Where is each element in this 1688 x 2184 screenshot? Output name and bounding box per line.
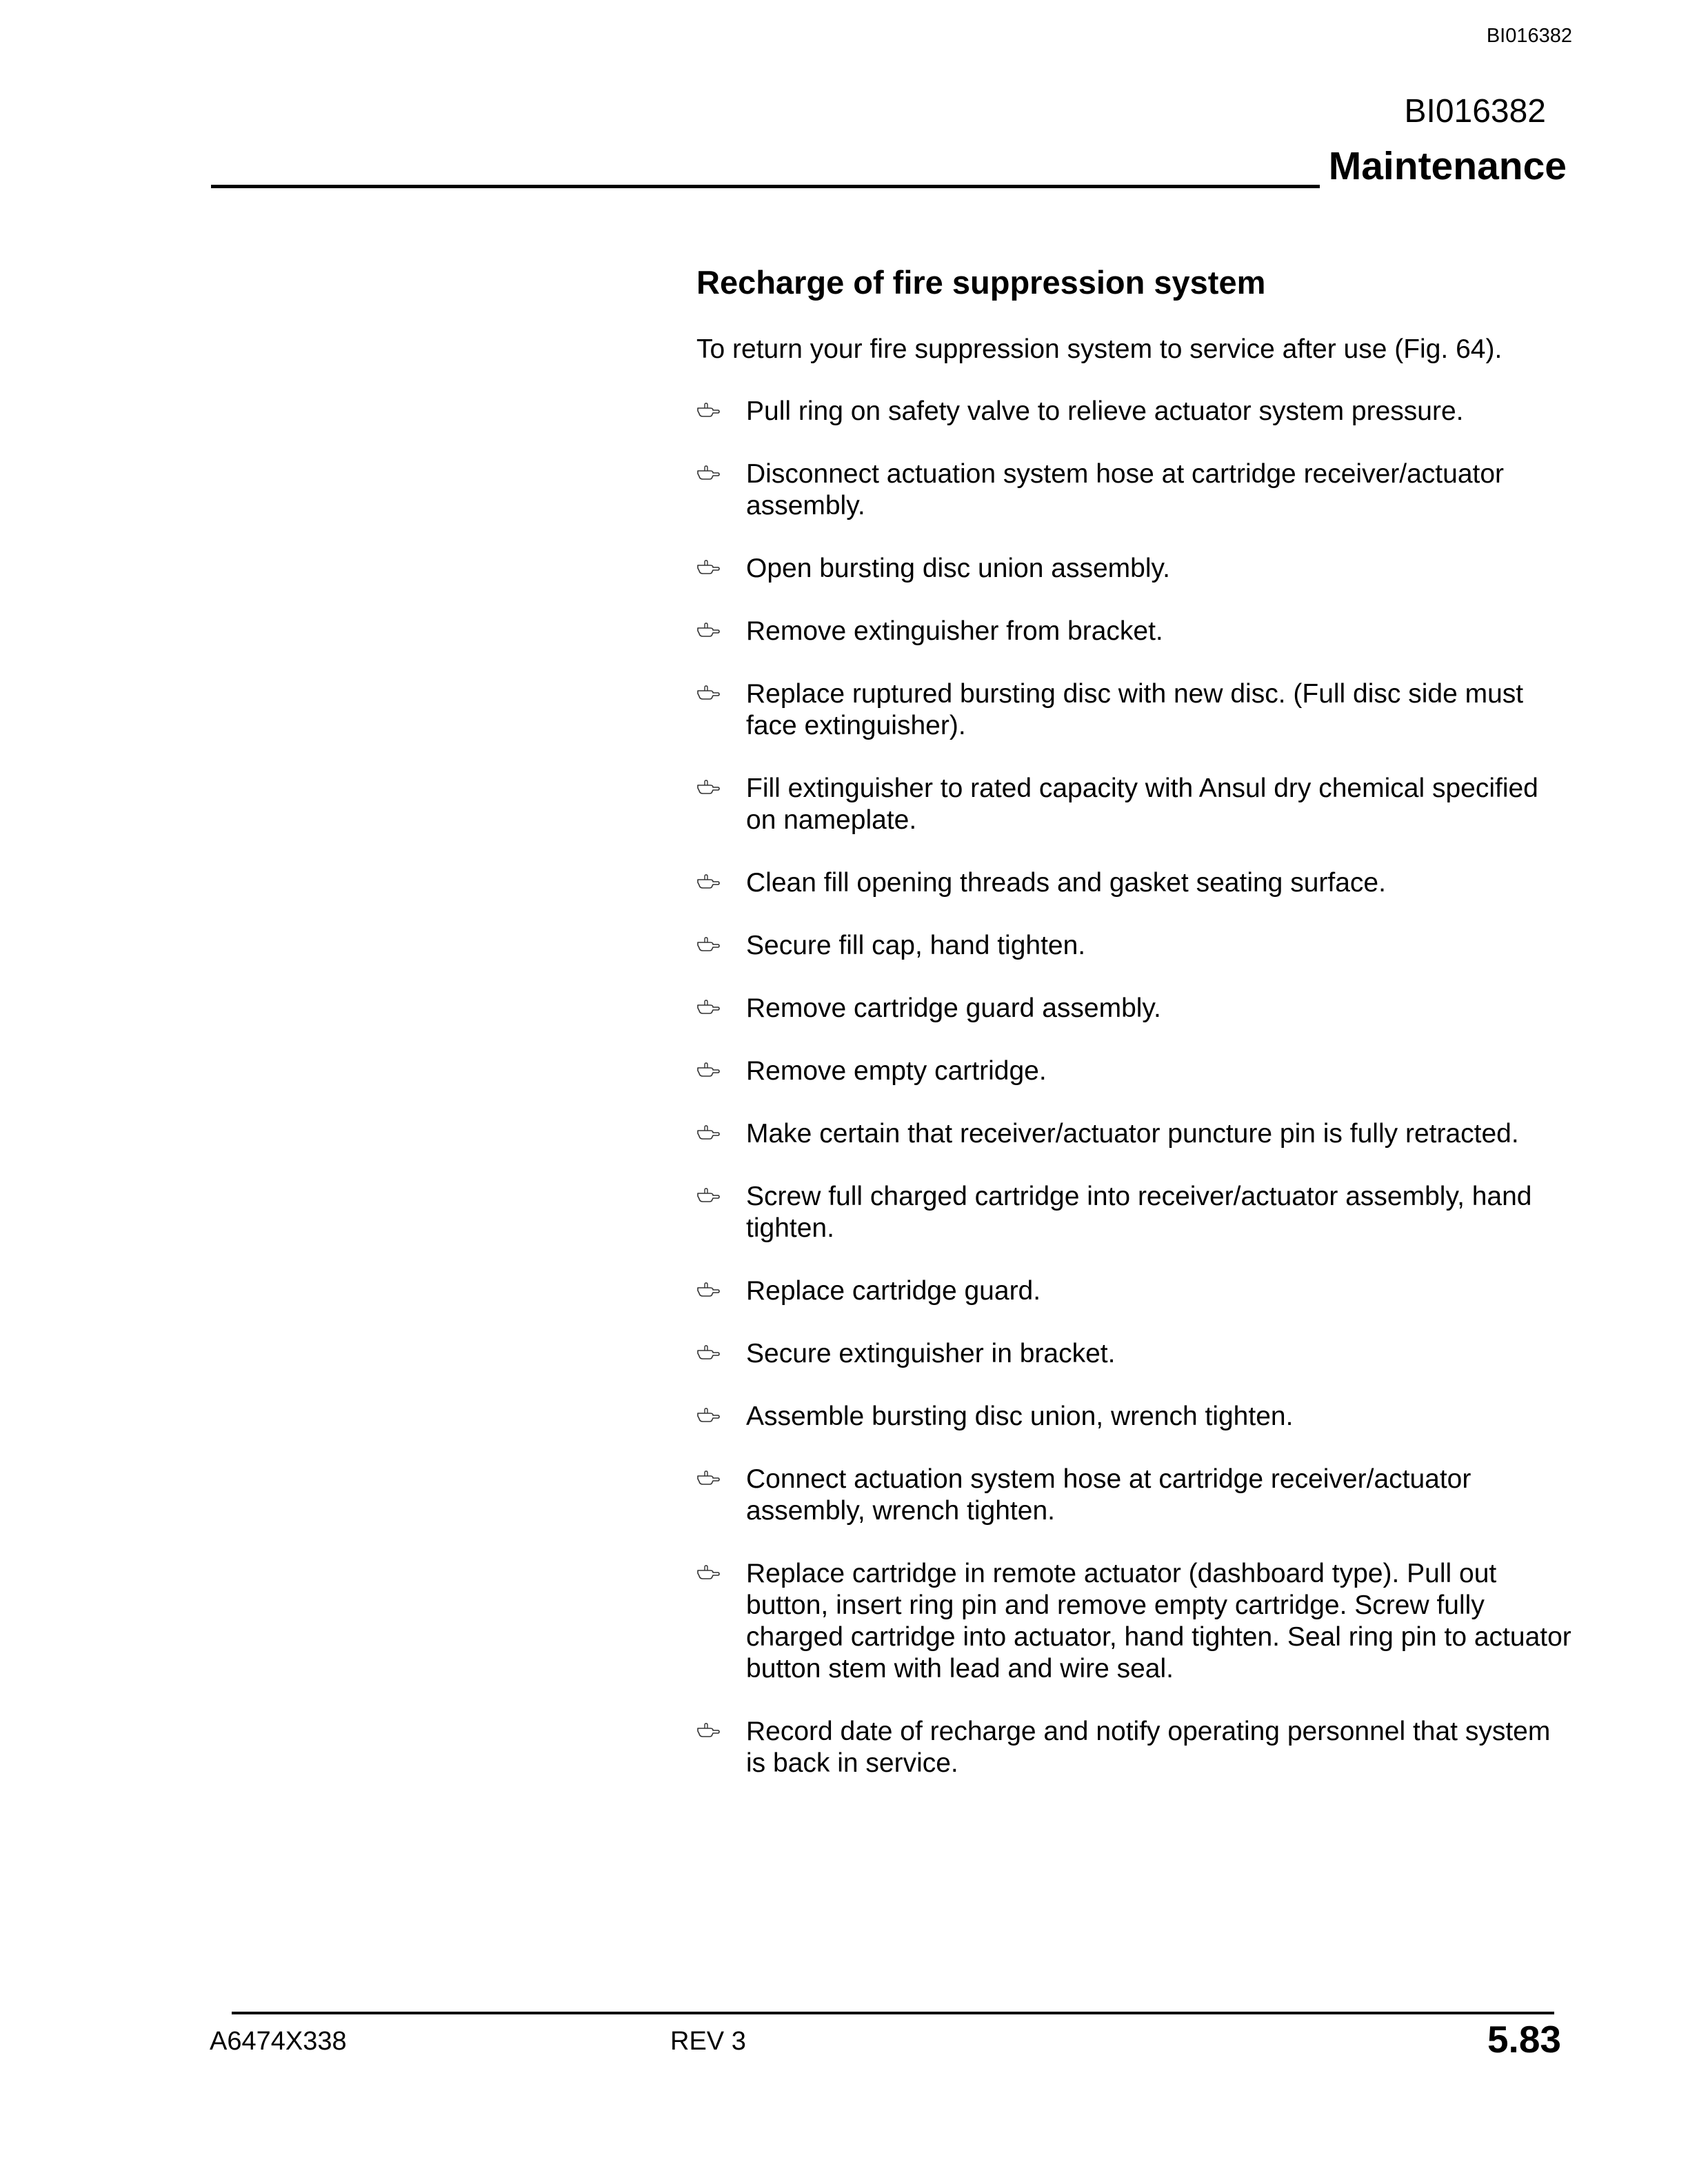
- step-text: Remove cartridge guard assembly.: [746, 993, 1161, 1023]
- step-text: Remove empty cartridge.: [746, 1056, 1047, 1086]
- step-text: Remove extinguisher from bracket.: [746, 616, 1163, 646]
- header-rule: [211, 185, 1320, 188]
- step-text: Connect actuation system hose at cartridge receiver/actuator assembly, wrench tighten.: [746, 1464, 1471, 1526]
- step-text: Record date of recharge and notify operating personnel that system is back in service.: [746, 1717, 1551, 1778]
- pointing-hand-icon: [696, 1464, 746, 1486]
- list-item: [696, 616, 1572, 647]
- list-item: [696, 1558, 1572, 1685]
- step-text: Replace cartridge in remote actuator (dashboard type). Pull out button, insert ring pin and remove empty cartridge. Screw fully charged cartridge into actuator, hand tighten. Seal ring pin to actuator button stem with lead and wire seal.: [746, 1559, 1571, 1684]
- list-item: [696, 930, 1572, 962]
- list-item: [696, 396, 1572, 427]
- page-heading: Recharge of fire suppression system: [696, 264, 1266, 301]
- pointing-hand-icon: [696, 1558, 746, 1580]
- step-text: Fill extinguisher to rated capacity with Ansul dry chemical specified on nameplate.: [746, 774, 1538, 835]
- step-text: Replace cartridge guard.: [746, 1276, 1041, 1306]
- list-item: [696, 993, 1572, 1024]
- document-id: BI016382: [1404, 93, 1546, 130]
- step-text: Clean fill opening threads and gasket seating surface.: [746, 868, 1386, 898]
- pointing-hand-icon: [696, 678, 746, 700]
- pointing-hand-icon: [696, 1401, 746, 1423]
- pointing-hand-icon: [696, 867, 746, 889]
- step-text: Secure extinguisher in bracket.: [746, 1339, 1116, 1368]
- section-title: Maintenance: [1328, 144, 1567, 188]
- intro-paragraph: To return your fire suppression system to service after use (Fig. 64).: [696, 334, 1503, 364]
- footer-rule: [232, 2012, 1554, 2014]
- step-text: Screw full charged cartridge into receiver/actuator assembly, hand tighten.: [746, 1182, 1532, 1243]
- step-text: Replace ruptured bursting disc with new disc. (Full disc side must face extinguisher).: [746, 679, 1524, 740]
- pointing-hand-icon: [696, 1055, 746, 1078]
- list-item: [696, 1275, 1572, 1307]
- pointing-hand-icon: [696, 993, 746, 1015]
- page-number: 5.83: [1487, 2018, 1561, 2061]
- list-item: [696, 773, 1572, 836]
- list-item: [696, 553, 1572, 585]
- footer-revision: REV 3: [670, 2027, 746, 2056]
- main-content: [696, 262, 1572, 1810]
- list-item: [696, 867, 1572, 899]
- pointing-hand-icon: [696, 553, 746, 575]
- list-item: [696, 458, 1572, 522]
- pointing-hand-icon: [696, 396, 746, 418]
- list-item: [696, 1181, 1572, 1244]
- pointing-hand-icon: [696, 1338, 746, 1360]
- step-text: Open bursting disc union assembly.: [746, 554, 1170, 583]
- pointing-hand-icon: [696, 616, 746, 638]
- step-text: Secure fill cap, hand tighten.: [746, 931, 1086, 960]
- list-item: [696, 1464, 1572, 1527]
- procedure-steps: [696, 396, 1572, 1779]
- pointing-hand-icon: [696, 773, 746, 795]
- list-item: [696, 1055, 1572, 1087]
- pointing-hand-icon: [696, 458, 746, 481]
- pointing-hand-icon: [696, 1118, 746, 1140]
- list-item: [696, 1338, 1572, 1370]
- step-text: Pull ring on safety valve to relieve actuator system pressure.: [746, 396, 1464, 426]
- step-text: Disconnect actuation system hose at cartridge receiver/actuator assembly.: [746, 459, 1505, 520]
- list-item: [696, 1401, 1572, 1433]
- pointing-hand-icon: [696, 1181, 746, 1203]
- footer-document-number: A6474X338: [210, 2027, 347, 2056]
- list-item: [696, 1716, 1572, 1779]
- pointing-hand-icon: [696, 1716, 746, 1738]
- list-item: [696, 678, 1572, 742]
- pointing-hand-icon: [696, 1275, 746, 1297]
- pointing-hand-icon: [696, 930, 746, 952]
- document-id-top: BI016382: [1486, 25, 1572, 47]
- step-text: Assemble bursting disc union, wrench tighten.: [746, 1402, 1294, 1431]
- step-text: Make certain that receiver/actuator puncture pin is fully retracted.: [746, 1119, 1519, 1149]
- list-item: [696, 1118, 1572, 1150]
